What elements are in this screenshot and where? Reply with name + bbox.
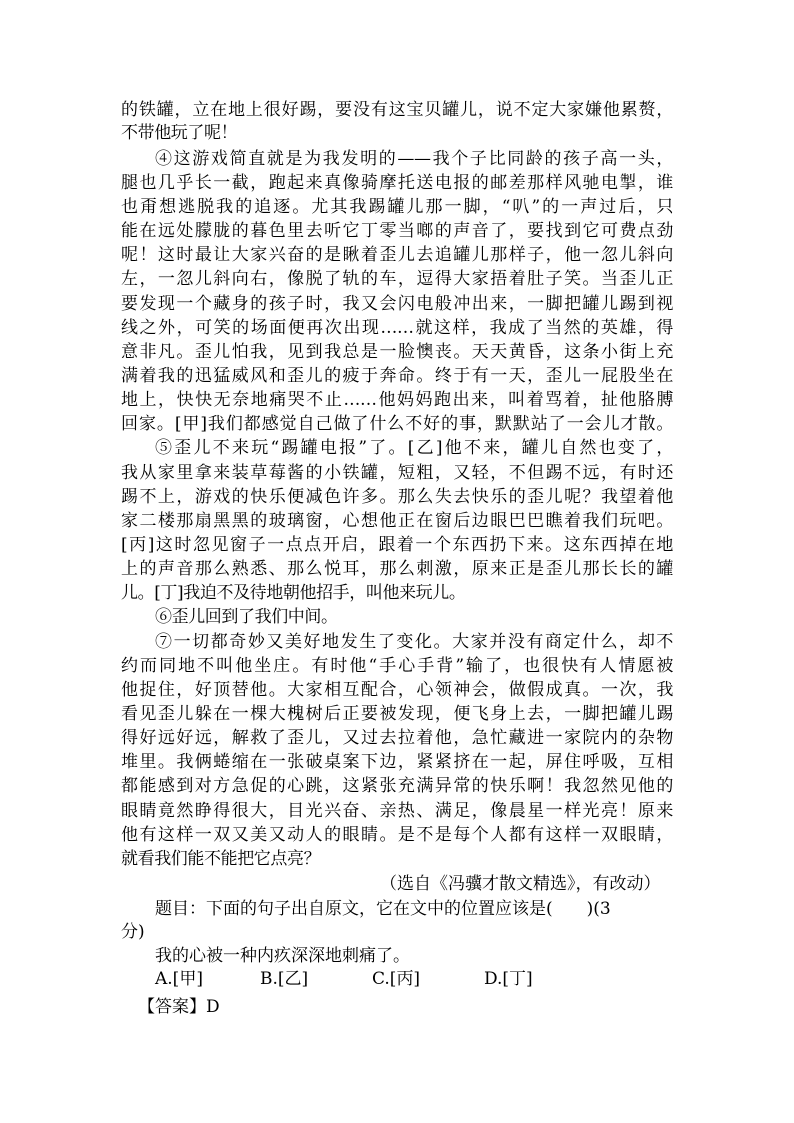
passage-line: 堆里。我俩蜷缩在一张破桌案下边，紧紧挤在一起，屏住呼吸，互相	[121, 752, 673, 772]
passage-line: 家二楼那扇黑黑的玻璃窗，心想他正在窗后边眼巴巴瞧着我们玩吧。	[121, 511, 673, 531]
passage-line: 眼睛竟然睁得很大，目光兴奋、亲热、满足，像晨星一样光亮！原来	[121, 801, 673, 821]
passage-line: 不带他玩了呢！	[121, 123, 238, 143]
option-b: B.[乙]	[260, 969, 309, 989]
passage-line: 左，一忽儿斜向右，像脱了轨的车，逗得大家捂着肚子笑。当歪儿正	[121, 269, 673, 289]
passage-line: 就看我们能不能把它点亮？	[121, 849, 321, 869]
passage-line: 满着我的迅猛威风和歪儿的疲于奔命。终于有一天，歪儿一屁股坐在	[121, 366, 673, 386]
passage-line: [丙]这时忽见窗子一点点开启，跟着一个东西扔下来。这东西掉在地	[121, 535, 673, 555]
passage-line: 地上，快快无奈地痛哭不止……他妈妈跑出来，叫着骂着，扯他胳膊	[121, 390, 673, 410]
passage-line: ④这游戏简直就是为我发明的——我个子比同龄的孩子高一头，	[155, 149, 673, 169]
passage-line: 线之外，可笑的场面便再次出现……就这样，我成了当然的英雄，得	[121, 318, 673, 338]
passage-line: 他捉住，好顶替他。大家相互配合，心领神会，做假成真。一次，我	[121, 680, 673, 700]
answer-line: 【答案】D	[138, 997, 220, 1017]
question-stem-continued: 分)	[121, 922, 145, 942]
passage-line: 呢！这时最让大家兴奋的是瞅着歪儿去追罐儿那样子，他一忽儿斜向	[121, 245, 673, 265]
passage-line: 回家。[甲]我们都感觉自己做了什么不好的事，默默站了一会儿才散。	[121, 414, 673, 434]
passage-line: ⑦一切都奇妙又美好地发生了变化。大家并没有商定什么，却不	[155, 632, 673, 652]
option-a: A.[甲]	[155, 969, 203, 989]
passage-line: 能在远处朦胧的暮色里去听它丁零当啷的声音了，要找到它可费点劲	[121, 221, 673, 241]
question-stem: 题目：下面的句子出自原文，它在文中的位置应该是( )(3	[155, 899, 611, 919]
passage-line: ⑤歪儿不来玩“踢罐电报”了。[乙]他不来，罐儿自然也变了，	[155, 438, 673, 458]
passage-line: 我从家里拿来装草莓酱的小铁罐，短粗，又轻，不但踢不远，有时还	[121, 463, 673, 483]
passage-line: 上的声音那么熟悉、那么悦耳，那么刺激，原来正是歪儿那长长的罐	[121, 559, 673, 579]
passage-line: 儿。[丁]我迫不及待地朝他招手，叫他来玩儿。	[121, 583, 466, 603]
passage-line: 得好远好远，解救了歪儿，又过去拉着他，急忙藏进一家院内的杂物	[121, 728, 673, 748]
passage-line: 踢不上，游戏的快乐便减色许多。那么失去快乐的歪儿呢？我望着他	[121, 487, 673, 507]
option-c: C.[丙]	[372, 969, 421, 989]
option-d: D.[丁]	[484, 969, 533, 989]
passage-line: ⑥歪儿回到了我们中间。	[155, 607, 338, 627]
passage-line: 要发现一个藏身的孩子时，我又会闪电般冲出来，一脚把罐儿踢到视	[121, 294, 673, 314]
passage-line: 的铁罐，立在地上很好踢，要没有这宝贝罐儿，说不定大家嫌他累赘，	[121, 100, 673, 120]
passage-line: 意非凡。歪儿怕我，见到我总是一脸懊丧。天天黄昏，这条小街上充	[121, 342, 673, 362]
passage-line: 他有这样一双又美又动人的眼睛。是不是每个人都有这样一双眼睛，	[121, 825, 673, 845]
passage-line: 腿也几乎长一截，跑起来真像骑摩托送电报的邮差那样风驰电掣，谁	[121, 173, 673, 193]
passage-source: （选自《冯骥才散文精选》，有改动）	[380, 874, 661, 894]
passage-line: 都能感到对方急促的心跳，这紧张充满异常的快乐啊！我忽然见他的	[121, 776, 673, 796]
passage-line: 约而同地不叫他坐庄。有时他“手心手背”输了，也很快有人情愿被	[121, 656, 673, 676]
question-sentence: 我的心被一种内疚深深地刺痛了。	[155, 946, 410, 966]
passage-line: 看见歪儿躲在一棵大槐树后正要被发现，便飞身上去，一脚把罐儿踢	[121, 704, 673, 724]
passage-line: 也甭想逃脱我的追逐。尤其我踢罐儿那一脚，“叭”的一声过后，只	[121, 197, 673, 217]
